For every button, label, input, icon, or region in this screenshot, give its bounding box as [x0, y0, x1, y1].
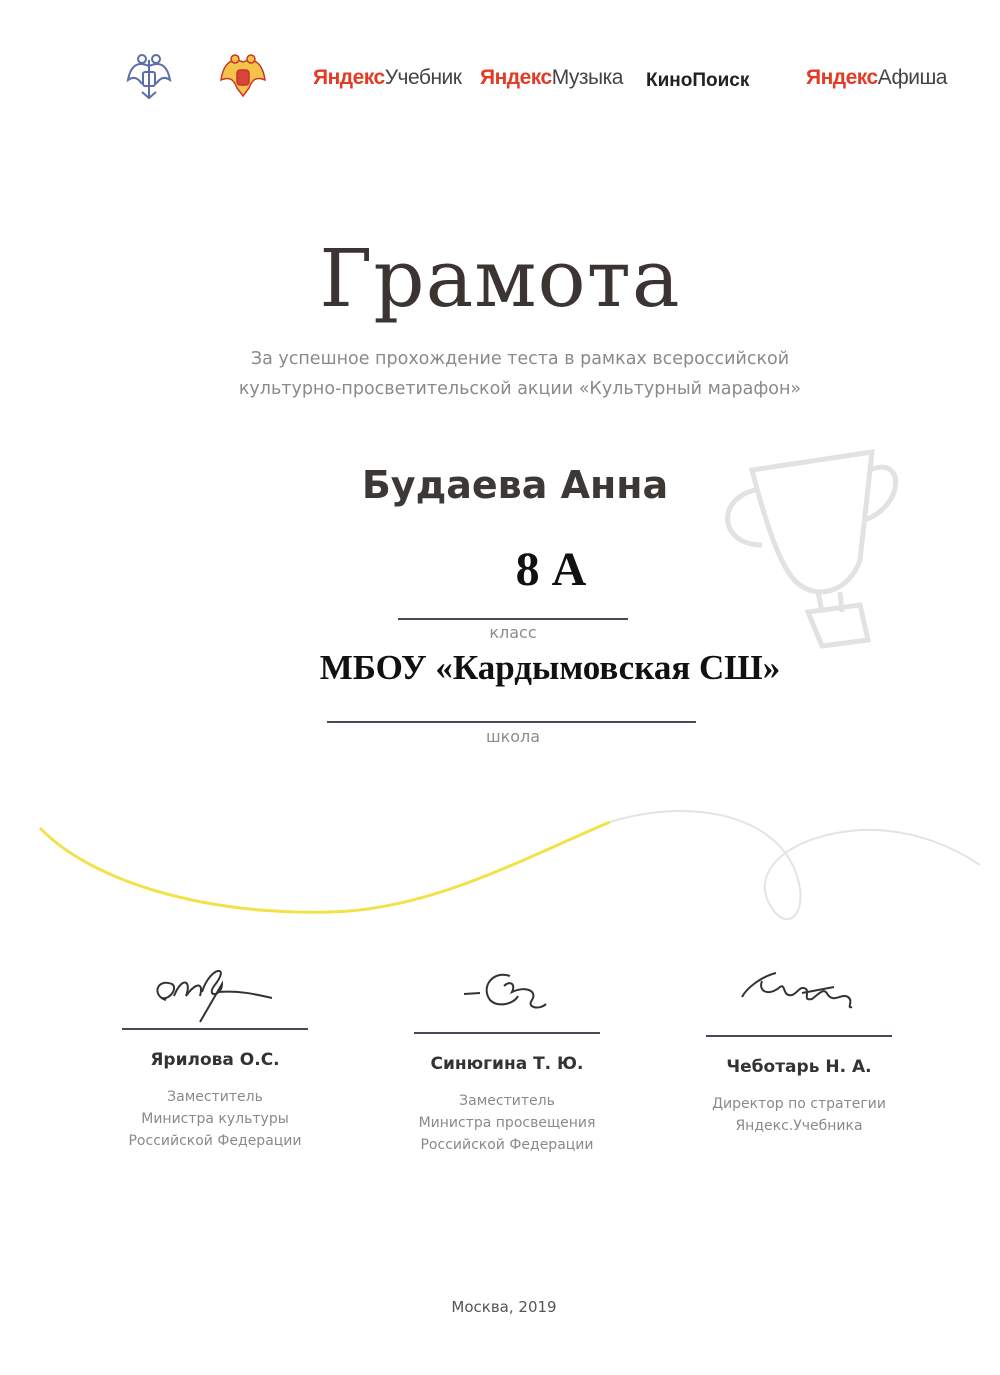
- subtitle-line-2: культурно-просветительской акции «Культурный марафон»: [238, 379, 802, 399]
- signature-line: [706, 1035, 892, 1037]
- signature-line: [122, 1028, 308, 1030]
- school-label: школа: [485, 727, 541, 746]
- gray-wave: [610, 811, 980, 919]
- yandex-uchebnik-logo: ЯндексУчебник: [313, 66, 462, 89]
- signer-role: Заместитель Министра просвещения Российской Федерации: [418, 1093, 596, 1153]
- eagle-emblem-blue-icon: [124, 50, 174, 104]
- certificate-subtitle: [0, 344, 1000, 404]
- handwritten-signature-3: [706, 963, 892, 1033]
- school-rule: [327, 721, 696, 723]
- signer-name: Ярилова О.С.: [150, 1050, 280, 1070]
- class-label: класс: [489, 623, 537, 642]
- logo-row: [0, 0, 1000, 120]
- yandex-muzyka-logo: ЯндексМузыка: [480, 66, 623, 89]
- yandex-afisha-logo: ЯндексАфиша: [806, 66, 947, 89]
- handwritten-signature-1: [122, 956, 308, 1026]
- eagle-emblem-red-icon: [218, 50, 268, 104]
- signer-role: Директор по стратегии Яндекс.Учебника: [712, 1096, 886, 1134]
- signer-name: Синюгина Т. Ю.: [430, 1054, 584, 1074]
- class-rule: [398, 618, 628, 620]
- handwritten-signature-2: [414, 960, 600, 1030]
- place-date: Москва, 2019: [451, 1298, 557, 1316]
- signer-role: Заместитель Министра культуры Российской Федерации: [128, 1089, 302, 1149]
- school-value: МБОУ «Кардымовская СШ»: [319, 648, 781, 687]
- signer-name: Чеботарь Н. А.: [726, 1057, 872, 1077]
- certificate-title: Грамота: [319, 232, 681, 325]
- recipient-name: Будаева Анна: [361, 463, 669, 507]
- subtitle-line-1: За успешное прохождение теста в рамках всероссийской: [250, 349, 790, 369]
- kinopoisk-logo: КиноПоиск: [646, 70, 750, 91]
- yellow-wave: [40, 822, 610, 912]
- signature-line: [414, 1032, 600, 1034]
- class-value: 8 А: [515, 543, 587, 596]
